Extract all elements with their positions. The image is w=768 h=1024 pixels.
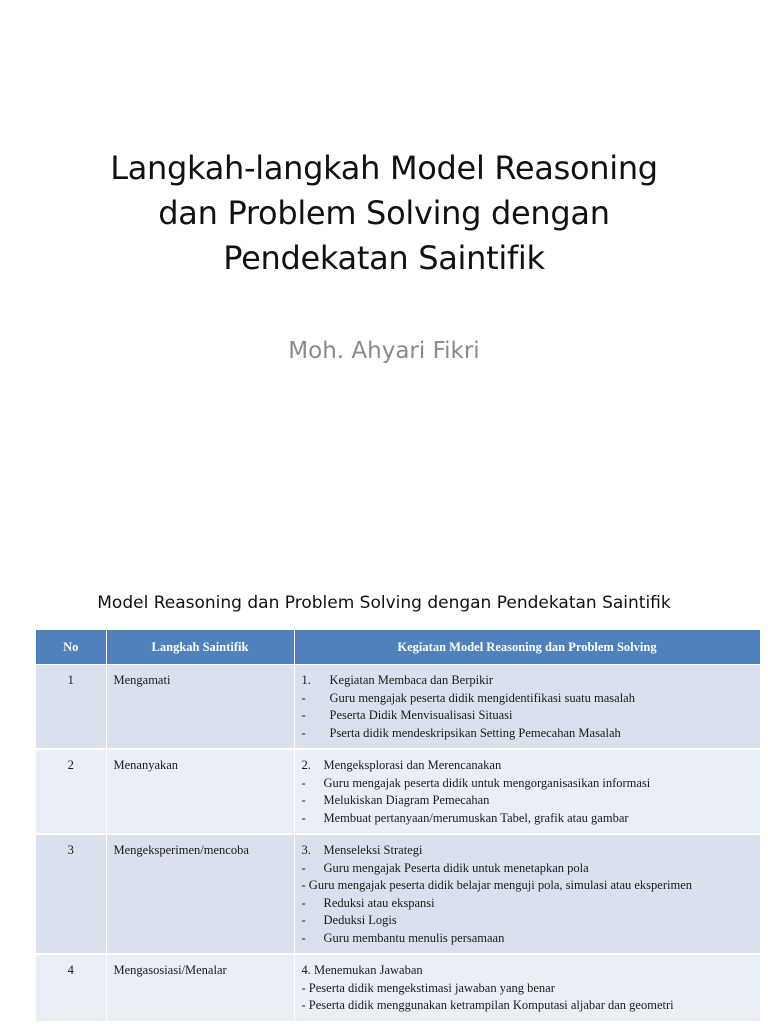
activity-line: - Peserta didik mengekstimasi jawaban yang benar (301, 980, 555, 995)
row-activities (294, 749, 760, 834)
header-step: Langkah Saintifik (106, 630, 294, 665)
activity-line: - Guru mengajak Peserta didik untuk menetapkan pola (301, 860, 589, 875)
row-activities (294, 665, 760, 750)
activity-line: 3. Menseleksi Strategi (301, 843, 423, 857)
activity-line: - Pserta didik mendeskripsikan Setting Pemecahan Masalah (301, 725, 621, 740)
activity-line: - Deduksi Logis (301, 913, 397, 927)
row-number: 4 (36, 954, 106, 1022)
table-header-row (36, 630, 760, 665)
row-step: Mengamati (106, 665, 294, 750)
slide-title-line: Pendekatan Saintifik (223, 239, 545, 277)
activity-line: - Peserta didik menggunakan ketrampilan Komputasi aljabar dan geometri (301, 998, 674, 1012)
table-row (36, 834, 760, 954)
activity-line: 2. Mengeksplorasi dan Merencanakan (301, 758, 502, 772)
row-number: 1 (36, 665, 106, 750)
row-number: 3 (36, 834, 106, 954)
activity-line: - Membuat pertanyaan/merumuskan Tabel, grafik atau gambar (301, 810, 629, 825)
table-row (36, 954, 760, 1022)
slide-title (40, 146, 728, 281)
activity-line: 1. Kegiatan Membaca dan Berpikir (301, 673, 493, 687)
activity-line: - Guru mengajak peserta didik belajar menguji pola, simulasi atau eksperimen (301, 878, 693, 892)
row-activities (294, 954, 760, 1022)
table-row (36, 665, 760, 750)
table-row (36, 749, 760, 834)
steps-table (36, 630, 761, 1023)
activity-line: - Guru mengajak peserta didik untuk mengorganisasikan informasi (301, 775, 651, 790)
activity-line: - Peserta Didik Menvisualisasi Situasi (301, 708, 513, 722)
slide-title-line: Langkah-langkah Model Reasoning (110, 149, 658, 187)
activity-line: - Melukiskan Diagram Pemecahan (301, 793, 490, 807)
table-caption: Model Reasoning dan Problem Solving dengan Pendekatan Saintifik (97, 593, 671, 613)
row-step: Mengeksperimen/mencoba (106, 834, 294, 954)
slide-author: Moh. Ahyari Fikri (288, 338, 480, 364)
row-step: Menanyakan (106, 749, 294, 834)
row-step: Mengasosiasi/Menalar (106, 954, 294, 1022)
header-no: No (36, 630, 106, 665)
row-number: 2 (36, 749, 106, 834)
activity-line: 4. Menemukan Jawaban (301, 963, 423, 977)
header-activities: Kegiatan Model Reasoning dan Problem Solving (294, 630, 760, 665)
activity-line: - Guru membantu menulis persamaan (301, 930, 505, 945)
activity-line: - Guru mengajak peserta didik mengidentifikasi suatu masalah (301, 690, 635, 705)
slide-title-line: dan Problem Solving dengan (158, 194, 610, 232)
row-activities (294, 834, 760, 954)
activity-line: - Reduksi atau ekspansi (301, 895, 435, 910)
